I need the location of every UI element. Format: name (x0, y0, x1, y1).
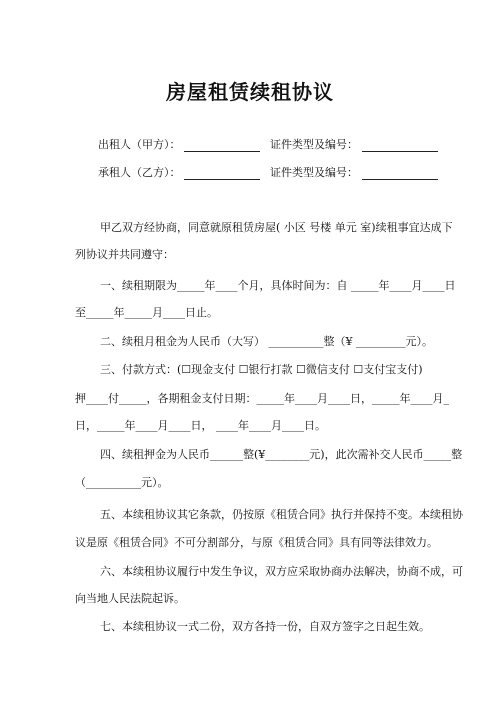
lessee-label: 承租人（乙方）： (98, 166, 181, 179)
lessor-id-row (270, 138, 438, 152)
lessee-id-label: 证件类型及编号： (270, 166, 358, 179)
lessee-id-field[interactable] (362, 167, 438, 180)
paragraph-intro-line-2: 列协议并共同遵守： (75, 248, 174, 261)
clause-3-line-2: 押____付_____，各期租金支付日期：_____年____月____日，_____年____月_ (75, 392, 449, 405)
lessee-row (98, 166, 260, 180)
lessor-name-field[interactable] (184, 139, 260, 152)
lessor-row (98, 138, 260, 152)
clause-5-line-1: 五、本续租协议其它条款，仍按原《租赁合同》执行并保持不变。本续租协 (100, 508, 463, 521)
clause-7-line-1: 七、本续租协议一式二份，双方各持一份，自双方签字之日起生效。 (100, 620, 430, 633)
lessor-id-field[interactable] (362, 139, 438, 152)
clause-6-line-1: 六、本续租协议履行中发生争议，双方应采取协商办法解决，协商不成，可 (100, 565, 463, 578)
clause-4-line-1: 四、续租押金为人民币______整(¥________元)，此次需补交人民币_____整 (100, 448, 463, 461)
clause-4-line-2: （__________元）。 (75, 476, 169, 489)
clause-5-line-2: 议是原《租赁合同》不可分割部分，与原《租赁合同》具有同等法律效力。 (75, 536, 438, 549)
lessor-label: 出租人（甲方）： (98, 138, 181, 151)
paragraph-intro-line-1: 甲乙双方经协商，同意就原租赁房屋( 小区 号楼 单元 室)续租事宜达成下 (100, 221, 453, 234)
clause-6-line-2: 向当地人民法院起诉。 (75, 592, 185, 605)
clause-1-line-1: 一、续租期限为_____年____个月，具体时间为：自 _____年____月____日 (100, 279, 456, 292)
lessee-name-field[interactable] (184, 167, 260, 180)
clause-3-line-3: 日，_____年____月____日， ____年____月____日。 (75, 419, 326, 432)
clause-1-line-2: 至_____年_____月____日止。 (75, 306, 218, 319)
clause-3-line-1: 三、付款方式：(☐现金支付 ☐银行打款 ☐微信支付 ☐支付宝支付) (100, 363, 423, 376)
page-title: 房屋租赁续租协议 (166, 80, 334, 104)
clause-2-line-1: 二、续租月租金为人民币（大写） __________整（¥ _________元）。 (100, 335, 433, 348)
lessee-id-row (270, 166, 438, 180)
lessor-id-label: 证件类型及编号： (270, 138, 358, 151)
